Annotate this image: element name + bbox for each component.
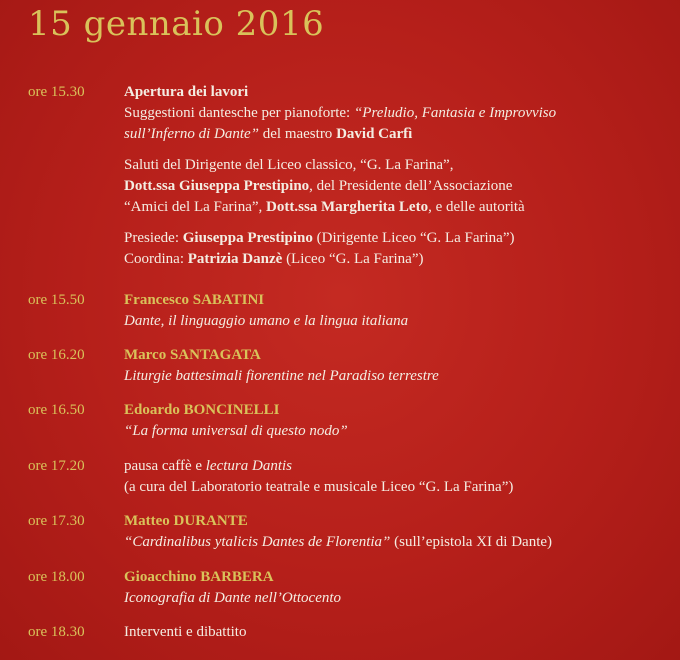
- entry-content: [124, 567, 674, 609]
- speaker-name: Francesco SABATINI: [124, 292, 265, 308]
- entry-line: [124, 124, 674, 145]
- piece-title: “Preludio, Fantasia e Improvviso: [353, 105, 557, 121]
- person-name: Dott.ssa Margherita Leto: [266, 199, 429, 215]
- performer-name: David Carfì: [336, 126, 413, 142]
- role-label: Coordina:: [124, 251, 188, 267]
- speaker-name: Edoardo BONCINELLI: [124, 402, 280, 418]
- event-date-heading: 15 gennaio 2016: [28, 4, 325, 44]
- text: “Amici del La Farina”,: [124, 199, 267, 215]
- greetings-line: [124, 197, 674, 218]
- text: pausa caffè e: [124, 458, 206, 474]
- entry-title: Apertura dei lavori: [124, 84, 249, 100]
- entry-time: ore 18.30: [28, 624, 85, 640]
- entry-content: [124, 622, 674, 643]
- piece-title-cont: sull’Inferno di Dante”: [124, 126, 259, 142]
- text: Suggestioni dantesche per pianoforte:: [124, 105, 354, 121]
- break-note: (a cura del Laboratorio teatrale e musicale Liceo “G. La Farina”): [124, 479, 514, 495]
- talk-title: “Cardinalibus ytalicis Dantes de Florentia”: [124, 534, 391, 550]
- entry-time: ore 16.20: [28, 347, 85, 363]
- entry-content: [124, 511, 674, 553]
- entry-text: Interventi e dibattito: [124, 624, 247, 640]
- person-name: Patrizia Danzè: [187, 251, 283, 267]
- person-name: Giuseppa Prestipino: [182, 230, 313, 246]
- role-label: Presiede:: [124, 230, 183, 246]
- coordinator-line: [124, 249, 674, 270]
- talk-line: [124, 532, 674, 553]
- text: del maestro: [259, 126, 337, 142]
- entry-content: [124, 345, 674, 387]
- talk-title: Dante, il linguaggio umano e la lingua italiana: [124, 313, 409, 329]
- entry-content: [124, 456, 674, 498]
- text: , e delle autorità: [428, 199, 525, 215]
- lectura-label: lectura Dantis: [205, 458, 293, 474]
- entry-time: ore 15.30: [28, 84, 85, 100]
- entry-time: ore 17.20: [28, 458, 85, 474]
- entry-time: ore 18.00: [28, 569, 85, 585]
- entry-content: [124, 400, 674, 442]
- text: , del Presidente dell’Associazione: [309, 178, 513, 194]
- speaker-name: Matteo DURANTE: [124, 513, 248, 529]
- speaker-name: Gioacchino BARBERA: [124, 569, 274, 585]
- text: (Dirigente Liceo “G. La Farina”): [312, 230, 515, 246]
- talk-title: Liturgie battesimali fiorentine nel Paradiso terrestre: [124, 368, 439, 384]
- entry-time: ore 16.50: [28, 402, 85, 418]
- entry-time: ore 17.30: [28, 513, 85, 529]
- talk-title: “La forma universal di questo nodo”: [124, 423, 348, 439]
- talk-title: Iconografia di Dante nell’Ottocento: [124, 590, 342, 606]
- entry-line: [124, 103, 674, 124]
- greetings-line: Saluti del Dirigente del Liceo classico, “G. La Farina”,: [124, 157, 454, 173]
- speaker-name: Marco SANTAGATA: [124, 347, 261, 363]
- break-line: [124, 456, 674, 477]
- entry-time: ore 15.50: [28, 292, 85, 308]
- text: (Liceo “G. La Farina”): [282, 251, 424, 267]
- person-name: Dott.ssa Giuseppa Prestipino: [124, 178, 310, 194]
- greetings-line: [124, 176, 674, 197]
- talk-note: (sull’epistola XI di Dante): [390, 534, 553, 550]
- entry-content: [124, 290, 674, 332]
- entry-content: [124, 82, 674, 270]
- chair-line: [124, 228, 674, 249]
